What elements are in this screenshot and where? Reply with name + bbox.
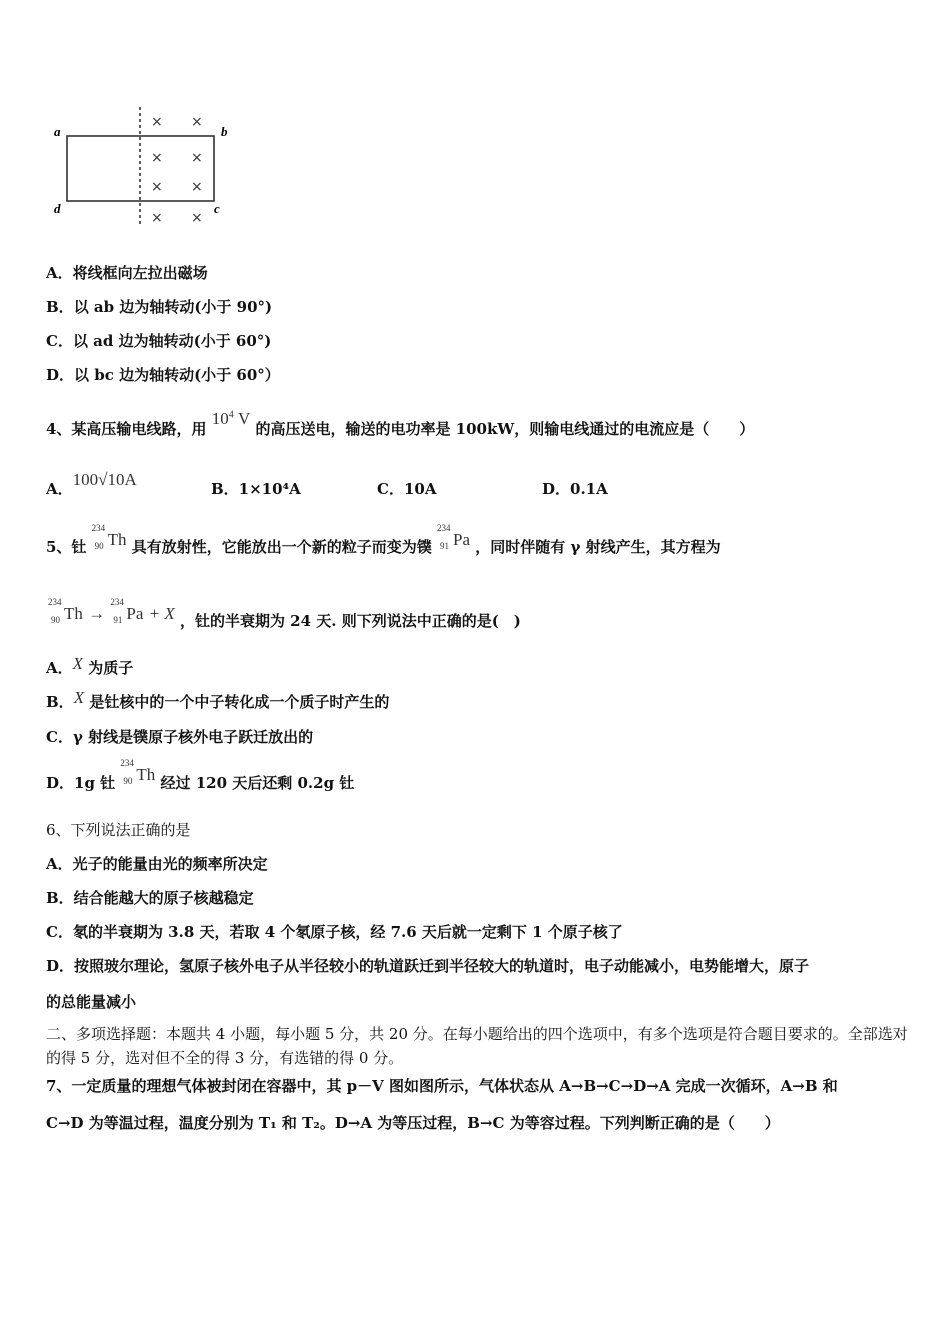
q6-stem: 6、下列说法正确的是 (46, 821, 191, 839)
thorium-nuclide: 234 90 Th (91, 523, 127, 551)
q7-stem-line2: C→D 为等温过程，温度分别为 T₁ 和 T₂。D→A 为等压过程，B→C 为等容过程。下列判断正确的是（ ） (46, 1114, 780, 1132)
field-cross: × (151, 179, 163, 195)
q5-option-a: A．X 为质子 (46, 654, 134, 677)
q4-option-c: C．10A (377, 480, 437, 498)
label-a: a (54, 124, 61, 139)
q4-option-d: D．0.1A (542, 480, 608, 498)
q5-option-b: B．X 是钍核中的一个中子转化成一个质子时产生的 (46, 688, 390, 711)
opt-d-thorium: 234 90 Th (120, 758, 156, 786)
q4-option-b: B．1×10⁴A (211, 480, 301, 498)
field-cross: × (151, 150, 163, 166)
field-cross: × (191, 114, 203, 130)
label-c: c (214, 201, 220, 216)
section-2-instructions: 二、多项选择题：本题共 4 小题，每小题 5 分，共 20 分。在每小题给出的四个选项中，有多个选项是符合题目要求的。全部选对的得 5 分，选对但不全的得 3 分，有选错的得 0 分。 (46, 1025, 908, 1067)
q3-option-a: A．将线框向左拉出磁场 (46, 264, 208, 282)
q6-option-a: A．光子的能量由光的频率所决定 (46, 855, 268, 873)
field-cross: × (191, 179, 203, 195)
q3-option-c: C．以 ad 边为轴转动(小于 60°) (46, 332, 272, 350)
protactinium-nuclide: 234 91 Pa (437, 523, 471, 551)
q7-stem-line1: 7、一定质量的理想气体被封闭在容器中，其 p－V 图如图所示，气体状态从 A→B→C→D→A 完成一次循环，A→B 和 (46, 1077, 838, 1095)
q5-option-c: C．γ 射线是镤原子核外电子跃迁放出的 (46, 728, 314, 746)
q5-option-d: D．1g 钍 234 90 Th 经过 120 天后还剩 0.2g 钍 (46, 758, 355, 792)
label-b: b (221, 124, 228, 139)
q6-option-d-line2: 的总能量减小 (46, 993, 137, 1011)
eq-protactinium: 234 91 Pa (110, 597, 144, 625)
q6-option-c: C．氡的半衰期为 3.8 天，若取 4 个氡原子核，经 7.6 天后就一定剩下 1 个原子核了 (46, 923, 623, 941)
q4-voltage: $10^4$ V (211, 409, 251, 428)
field-cross: × (191, 210, 203, 226)
field-cross: × (151, 114, 163, 130)
q3-option-b: B．以 ab 边为轴转动(小于 90°) (46, 298, 273, 316)
q4-stem: 4、某高压输电线路，用 $10^4$ V 的高压送电，输送的电功率是 100kW，则输电线通过的电流应是（ ） (46, 409, 755, 438)
q5-stem-line1: 5、钍 234 90 Th 具有放射性，它能放出一个新的粒子而变为镤 234 91 Pa ，同时伴随有 γ 射线产生，其方程为 (46, 523, 721, 556)
q3-option-d: D．以 bc 边为轴转动(小于 60°） (46, 366, 280, 384)
q6-option-b: B．结合能越大的原子核越稳定 (46, 889, 254, 907)
q4-option-a: A．100√10A (46, 470, 137, 498)
label-d: d (54, 201, 61, 216)
q6-option-d-line1: D．按照玻尔理论，氢原子核外电子从半径较小的轨道跃迁到半径较大的轨道时，电子动能减小，电势能增大，原子 (46, 957, 810, 975)
field-cross: × (151, 210, 163, 226)
field-cross: × (191, 150, 203, 166)
q5-equation-line: 234 90 Th → 234 91 Pa + X ，钍的半衰期为 24 天. 则下列说法中正确的是( ) (48, 597, 521, 630)
eq-thorium: 234 90 Th (48, 597, 83, 625)
loop-in-magnetic-field-diagram (48, 105, 248, 230)
